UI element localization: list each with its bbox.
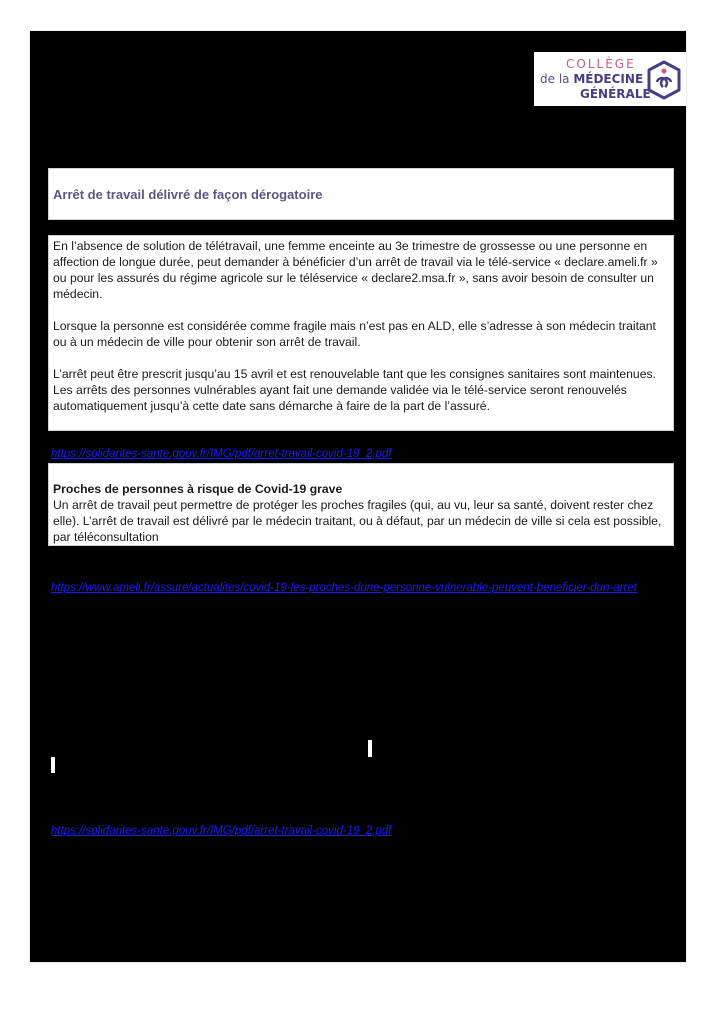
college-medecine-generale-logo (534, 52, 686, 106)
section-body-box (48, 235, 674, 431)
text-cursor-mark-2 (51, 757, 55, 773)
proches-box (48, 463, 674, 546)
section-title-box (48, 168, 674, 220)
logo-line-3: GÉNÉRALE (580, 87, 651, 101)
hexagon-people-icon (646, 60, 682, 100)
paragraph-prescription: L’arrêt peut être prescrit jusqu’au 15 avril et est renouvelable tant que les consignes sanitaires sont maintenues. Les arrêts des personnes vulnérables ayant fait une demande validée via le télé-service seront renouvelés automatiquement jusqu’à cette date sans démarche à faire de la part de l’assuré. (53, 367, 656, 413)
logo-line-1: COLLÈGE (566, 57, 636, 71)
text-cursor-mark (368, 740, 372, 757)
section-title: Arrêt de travail délivré de façon dérogatoire (53, 187, 323, 202)
logo-line-2 (540, 72, 643, 86)
logo-line-2-prefix: de la (540, 72, 574, 86)
logo-line-2-bold: MÉDECINE (573, 72, 644, 86)
paragraph-teletravail: En l’absence de solution de télétravail, une femme enceinte au 3e trimestre de grossesse ou une personne en affection de longue durée, peut demander à bénéficier d’un arrêt de travail via le télé-service « declare.ameli.fr » ou pour les assurés du régime agricole sur le téléservice « declare2.msa.fr », sans avoir besoin de consulter un médecin. (53, 239, 658, 301)
paragraph-fragile: Lorsque la personne est considérée comme fragile mais n’est pas en ALD, elle s’adresse à son médecin traitant ou à un médecin de ville pour obtenir son arrêt de travail. (53, 319, 656, 349)
proches-subtitle: Proches de personnes à risque de Covid-19 grave (53, 482, 343, 496)
proches-text: Un arrêt de travail peut permettre de protéger les proches fragiles (qui, au vu, leur sa santé, doivent rester chez elle). L’arrêt de travail est délivré par le médecin traitant, ou à défaut, par un médecin de ville si cela est possible, par téléconsultation (53, 498, 662, 544)
solidarites-sante-link-2[interactable]: https://solidarites-sante.gouv.fr/IMG/pdf/arret-travail-covid-19_2.pdf (51, 825, 392, 837)
solidarites-sante-link[interactable]: https://solidarites-sante.gouv.fr/IMG/pdf/arret-travail-covid-19_2.pdf (51, 448, 392, 460)
ameli-proches-link[interactable]: https://www.ameli.fr/assure/actualites/covid-19-les-proches-dune-personne-vulnerable-peuvent-beneficier-dun-arret (51, 582, 637, 594)
